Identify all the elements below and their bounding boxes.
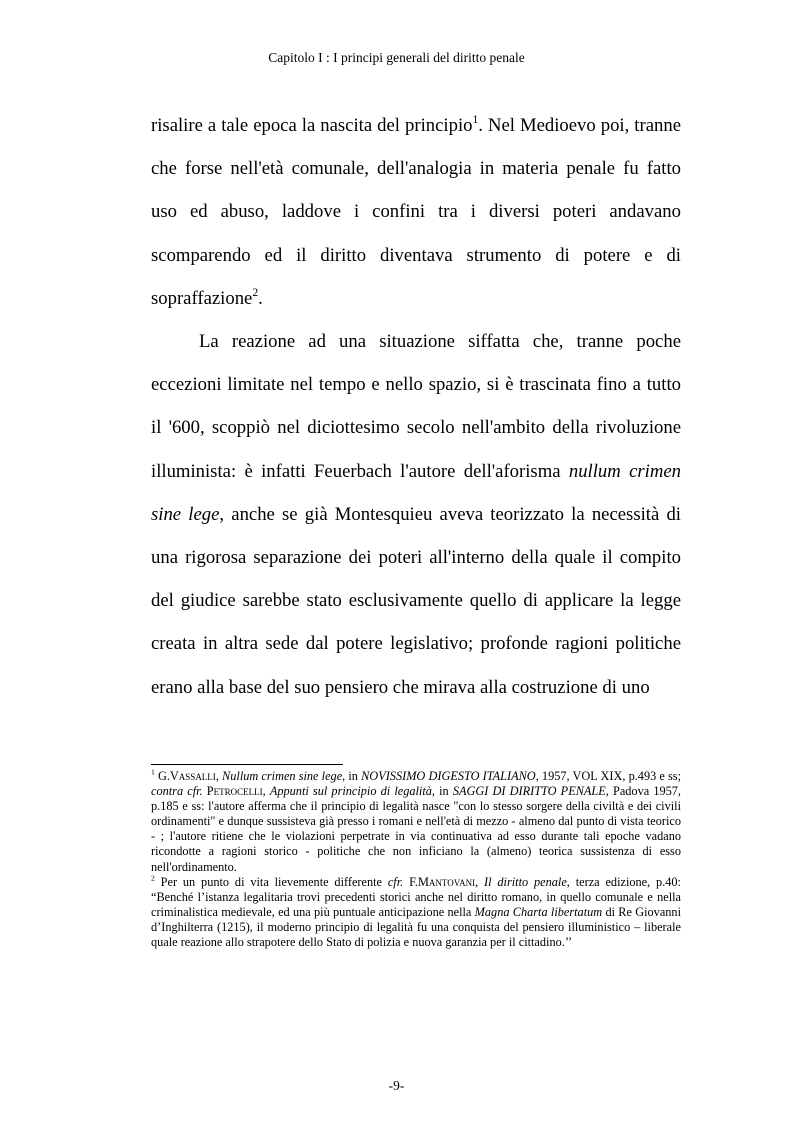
- footnote-reference: 1: [472, 112, 479, 126]
- paragraph-1: [151, 104, 681, 320]
- footnote-2: [151, 875, 681, 950]
- footnote-text: ,: [475, 874, 485, 889]
- running-header: Capitolo I : I principi generali del diritto penale: [268, 50, 525, 65]
- footnote-italic: Magna Charta libertatum: [474, 904, 603, 919]
- author-name: Mantovani: [418, 874, 476, 889]
- footnote-text: ,: [262, 784, 270, 799]
- footnote-text: , 1957, VOL XIX, p.493 e ss;: [535, 769, 681, 783]
- footnote-italic: contra cfr.: [151, 784, 203, 799]
- footnote-text: , terza edizione, p.40: “Benché l’istanza legalitaria trovi precedenti storici anche nel diritto romano, in quello comunale e nella criminalistica medievale, ed una più puntuale anticipazione nella: [151, 874, 681, 919]
- paragraph-text: . Nel Medioevo poi, tranne che forse nell'età comunale, dell'analogia in materia penale fu fatto uso ed abuso, laddove i confini tra i diversi poteri andavano scomparendo ed il diritto diventava strumento di potere e di sopraffazione: [151, 115, 682, 309]
- footnote-italic: Appunti sul principio di legalità: [269, 784, 432, 799]
- italic-phrase: nullum crimen sine lege: [151, 460, 681, 525]
- paragraph-text: , anche se già Montesquieu aveva teorizzato la necessità di una rigorosa separazione dei poteri all'interno della quale il compito del giudice sarebbe stato esclusivamente quello di applicare la legge creata in altra sede dal potere legislativo; profonde ragioni politiche erano alla base del suo pensiero che mirava alla costruzione di uno: [151, 503, 681, 698]
- footnote-italic: NOVISSIMO DIGESTO ITALIANO: [361, 769, 536, 783]
- footnote-number: 1: [151, 767, 155, 777]
- author-name: Vassalli: [169, 769, 216, 783]
- paragraph-text: .: [258, 287, 263, 309]
- footnotes: [151, 769, 681, 950]
- footnote-reference: 2: [252, 285, 259, 299]
- footnote-number: 2: [151, 873, 155, 883]
- footnote-text: , in: [431, 784, 453, 799]
- footnote-text: di Re Giovanni d’Inghilterra (1215), il moderno principio di legalità fu una conquista del pensiero illuministico – liberale quale reazione allo strapotere dello Stato di polizia e nuova garanzia per il cittadino.’’: [151, 904, 681, 950]
- footnote-italic: cfr.: [387, 874, 404, 889]
- footnote-italic: Il diritto penale: [484, 874, 567, 889]
- paragraph-text: risalire a tale epoca la nascita del principio: [151, 115, 473, 136]
- paragraph-2: [151, 320, 681, 709]
- footnote-italic: Nullum crimen sine lege: [222, 769, 343, 783]
- footnote-text: G.: [154, 769, 170, 783]
- footnote-text: , Padova 1957, p.185 e ss: l'autore afferma che il principio di legalità nasce "con lo stesso sorgere della civiltà e dei civili ordinamenti" e dunque sussisteva già presso i romani e nell'età di mezzo - almeno dal punto di vista teorico - ; l'autore ritiene che le violazioni perpetrate in via continuativa ad esso durante tali epoche vadano ricondotte a ragioni storico - politiche che non inficiano la (almeno) teorica sussistenza di esso nell'ordinamento.: [151, 784, 681, 874]
- author-name: Petrocelli: [206, 784, 263, 799]
- footnote-text: F.: [403, 874, 418, 889]
- page-number: -9-: [388, 1078, 405, 1093]
- body-text: [151, 104, 681, 709]
- footnote-separator: [151, 764, 343, 765]
- footnote-italic: SAGGI DI DIRITTO PENALE: [452, 784, 606, 799]
- paragraph-text: La reazione ad una situazione siffatta che, tranne poche eccezioni limitate nel tempo e nello spazio, si è trascinata fino a tutto il '600, scoppiò nel diciottesimo secolo nell'ambito della rivoluzione illuminista: è infatti Feuerbach l'autore dell'aforisma: [151, 331, 681, 482]
- footnote-text: ,: [215, 769, 223, 783]
- footnote-text: Per un punto di vita lievemente differente: [154, 874, 388, 889]
- footnote-text: , in: [342, 769, 362, 783]
- footnote-1: [151, 769, 681, 875]
